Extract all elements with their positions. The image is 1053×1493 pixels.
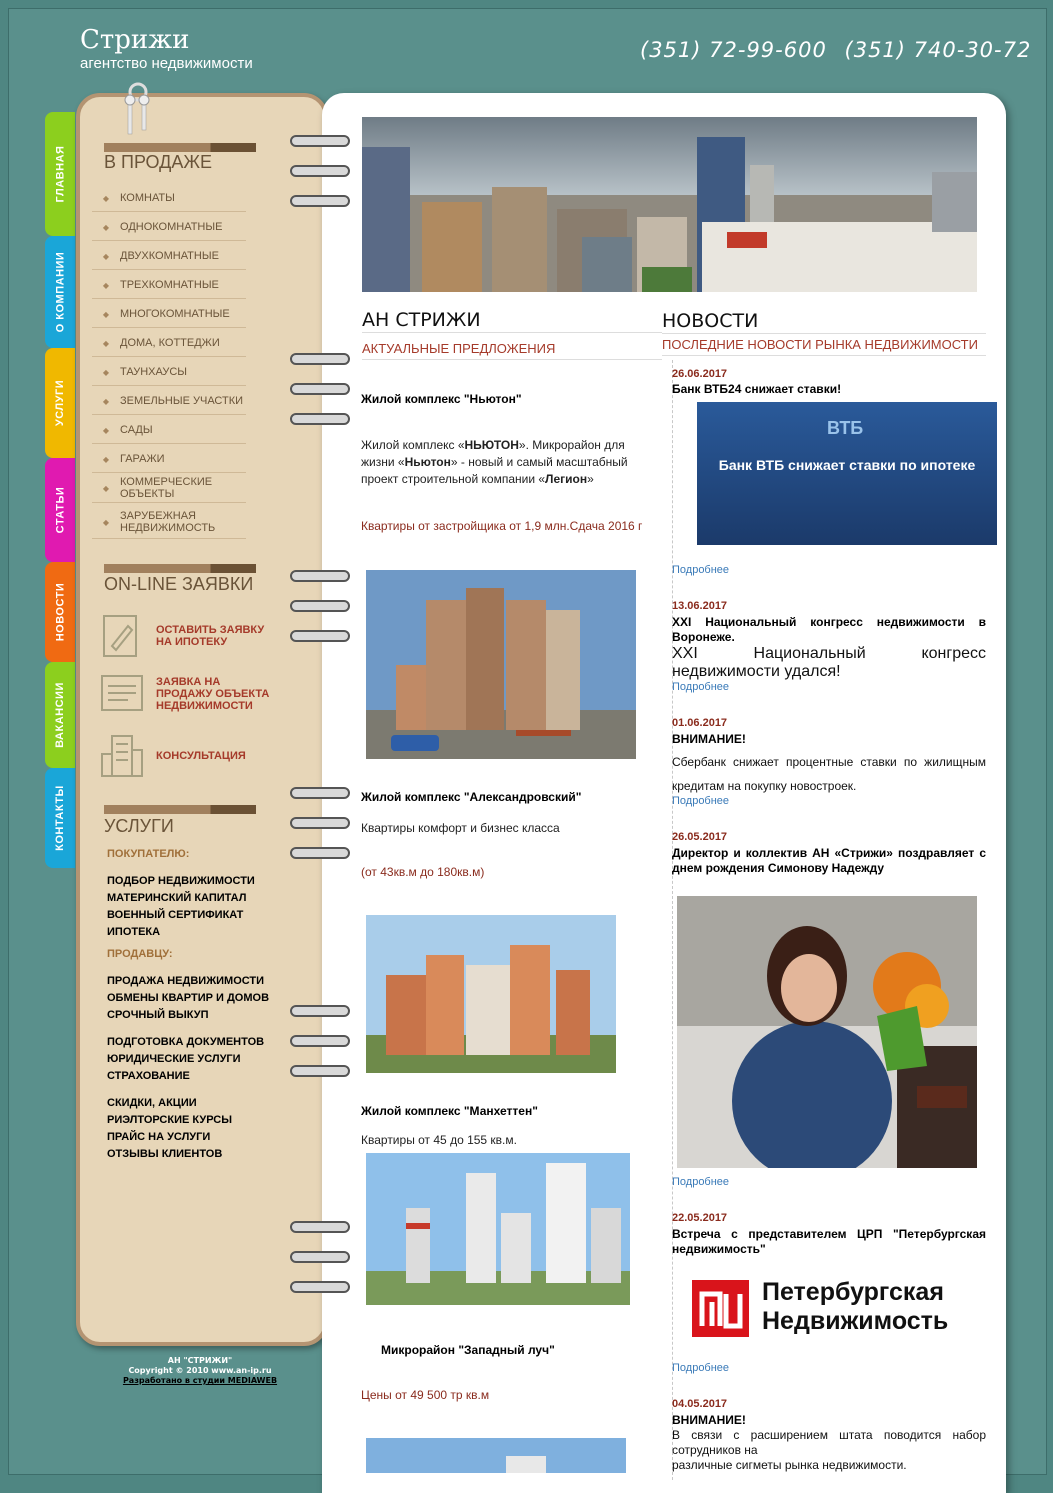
left-column-title: АН СТРИЖИ xyxy=(362,309,481,331)
menu-item-commercial[interactable] xyxy=(92,474,246,503)
bullet-icon: ◆ xyxy=(102,425,110,435)
service-link[interactable]: РИЭЛТОРСКИЕ КУРСЫ xyxy=(107,1114,232,1126)
text-line: различные сигметы рынка недвижимости. xyxy=(672,1458,907,1472)
menu-item-garages[interactable] xyxy=(92,446,246,473)
menu-item-3room[interactable] xyxy=(92,272,246,299)
spiral-ring-icon xyxy=(290,164,352,178)
news-date: 04.05.2017 xyxy=(672,1398,728,1410)
offer-price: (от 43кв.м до 180кв.м) xyxy=(361,865,485,879)
pen-paper-icon xyxy=(98,612,146,660)
order-label: ОСТАВИТЬ ЗАЯВКУ НА ИПОТЕКУ xyxy=(156,624,265,648)
spiral-ring-icon xyxy=(290,352,352,366)
logo-text xyxy=(762,1278,948,1336)
menu-item-townhouses[interactable] xyxy=(92,359,246,386)
spiral-ring-icon xyxy=(290,194,352,208)
tab-label: УСЛУГИ xyxy=(54,379,66,427)
service-link[interactable]: ОБМЕНЫ КВАРТИР И ДОМОВ xyxy=(107,992,270,1004)
order-sale-link[interactable] xyxy=(98,670,276,718)
news-title-link[interactable]: XXI Национальный конгресс недвижимости в Воронеже. xyxy=(672,615,986,644)
developer-link[interactable]: Разработано в студии MEDIAWEB xyxy=(122,1376,278,1385)
news-date: 26.05.2017 xyxy=(672,831,728,843)
keys-icon xyxy=(118,82,158,140)
news-title-link[interactable]: Директор и коллектив АН «Стрижи» поздравляет с днем рождения Симонову Надежду xyxy=(672,846,986,875)
bullet-icon: ◆ xyxy=(102,280,110,290)
tab-about[interactable] xyxy=(45,236,75,348)
vtb-news-image[interactable] xyxy=(697,402,997,545)
tab-label: ГЛАВНАЯ xyxy=(54,145,66,203)
services-title: УСЛУГИ xyxy=(104,816,174,836)
text-part: ». Микрорайон для жизни « xyxy=(361,438,625,469)
text-line: сотрудников на xyxy=(672,1443,758,1457)
service-link[interactable]: ЮРИДИЧЕСКИЕ УСЛУГИ xyxy=(107,1053,241,1065)
offer-description: Квартиры комфорт и бизнес класса xyxy=(361,821,560,835)
spiral-ring-icon xyxy=(290,1064,352,1078)
menu-label: САДЫ xyxy=(120,424,153,436)
service-link[interactable]: СКИДКИ, АКЦИИ xyxy=(107,1097,197,1109)
seller-label: ПРОДАВЦУ: xyxy=(107,948,173,960)
image-caption: Банк ВТБ снижает ставки по ипотеке xyxy=(718,457,976,473)
bullet-icon: ◆ xyxy=(102,309,110,319)
menu-label: ТРЕХКОМНАТНЫЕ xyxy=(120,279,219,291)
site-logo[interactable] xyxy=(80,26,253,72)
spiral-ring-icon xyxy=(290,1250,352,1264)
service-link[interactable]: ИПОТЕКА xyxy=(107,926,161,938)
offer-price: Квартиры от застройщика от 1,9 млн.Сдача 2016 г xyxy=(361,519,643,533)
service-link[interactable]: ОТЗЫВЫ КЛИЕНТОВ xyxy=(107,1148,223,1160)
spiral-ring-icon xyxy=(290,1280,352,1294)
news-date: 26.06.2017 xyxy=(672,368,728,380)
order-mortgage-link[interactable] xyxy=(98,612,276,660)
bullet-icon: ◆ xyxy=(102,454,110,464)
service-link[interactable]: ПРОДАЖА НЕДВИЖИМОСТИ xyxy=(107,975,265,987)
read-more-link[interactable]: Подробнее xyxy=(672,795,730,807)
news-text xyxy=(672,1428,986,1473)
building-icon xyxy=(98,732,146,780)
footer-line: АН "СТРИЖИ" xyxy=(167,1356,233,1365)
logo-name: Стрижи xyxy=(80,25,190,55)
logo-line: Недвижимость xyxy=(762,1307,949,1335)
menu-item-2room[interactable] xyxy=(92,243,246,270)
news-text: Сбербанк снижает процентные ставки по жилищным кредитам на покупку новостроек. xyxy=(672,755,986,793)
menu-item-houses[interactable] xyxy=(92,330,246,357)
tab-home[interactable] xyxy=(45,112,75,236)
offer-title-link[interactable]: Жилой комплекс "Ньютон" xyxy=(361,392,522,406)
footer-line: Copyright © 2010 www.an-ip.ru xyxy=(128,1366,272,1375)
spiral-ring-icon xyxy=(290,569,352,583)
logo-subtitle: агентство недвижимости xyxy=(80,55,253,72)
offer-image-manhattan[interactable] xyxy=(366,1153,630,1305)
sale-title: В ПРОДАЖЕ xyxy=(104,152,212,172)
phone-1: (351) 72-99-600 xyxy=(640,38,827,62)
header-phones xyxy=(640,38,1041,62)
document-icon xyxy=(98,670,146,718)
text-part: Ньютон xyxy=(404,455,451,469)
service-link[interactable]: ВОЕННЫЙ СЕРТИФИКАТ xyxy=(107,909,244,921)
vtb-logo: ВТБ xyxy=(827,418,864,438)
read-more-link[interactable]: Подробнее xyxy=(672,1176,730,1188)
tab-label: О КОМПАНИИ xyxy=(54,251,66,333)
section-bar xyxy=(104,805,256,814)
online-title: ON-LINE ЗАЯВКИ xyxy=(104,574,254,594)
offer-title-link[interactable]: Жилой комплекс "Манхеттен" xyxy=(361,1104,538,1118)
service-link[interactable]: ПОДГОТОВКА ДОКУМЕНТОВ xyxy=(107,1036,265,1048)
tab-label: КОНТАКТЫ xyxy=(54,785,67,851)
order-label: ЗАЯВКА НА ПРОДАЖУ ОБЪЕКТА НЕДВИЖИМОСТИ xyxy=(156,676,270,712)
tab-services[interactable] xyxy=(45,348,75,458)
service-link[interactable]: МАТЕРИНСКИЙ КАПИТАЛ xyxy=(107,892,247,904)
spiral-ring-icon xyxy=(290,846,352,860)
phone-2: (351) 740-30-72 xyxy=(844,38,1032,62)
tab-label: ВАКАНСИИ xyxy=(54,682,67,748)
divider xyxy=(362,359,662,360)
menu-label: ТАУНХАУСЫ xyxy=(120,366,187,378)
spiral-ring-icon xyxy=(290,382,352,396)
spiral-ring-icon xyxy=(290,134,352,148)
logo-line: Петербургская xyxy=(762,1278,944,1306)
news-date: 01.06.2017 xyxy=(672,717,728,729)
text-part: Жилой комплекс « xyxy=(361,438,465,452)
divider xyxy=(662,355,986,356)
spiral-ring-icon xyxy=(290,412,352,426)
site-footer xyxy=(120,1356,280,1386)
text-part: » - новый и самый масштабный проект строительной компании « xyxy=(361,455,628,486)
tab-label: СТАТЬИ xyxy=(54,486,66,534)
birthday-photo-image[interactable] xyxy=(677,896,977,1168)
news-subtitle: ПОСЛЕДНИЕ НОВОСТИ РЫНКА НЕДВИЖИМОСТИ xyxy=(662,337,978,352)
text-part: НЬЮТОН xyxy=(464,438,519,452)
menu-item-gardens[interactable] xyxy=(92,417,246,444)
menu-label: ЗАРУБЕЖНАЯ НЕДВИЖИМОСТЬ xyxy=(120,510,216,534)
column-divider xyxy=(672,360,673,1480)
menu-label: ГАРАЖИ xyxy=(120,453,165,465)
tab-contacts[interactable] xyxy=(45,768,75,868)
offer-price: Цены от 49 500 тр кв.м xyxy=(361,1388,490,1402)
offer-title-link[interactable]: Микрорайон "Западный луч" xyxy=(381,1343,555,1357)
offer-image-alexandrovsky[interactable] xyxy=(366,915,616,1073)
bullet-icon: ◆ xyxy=(102,483,110,493)
read-more-link[interactable]: Подробнее xyxy=(672,564,730,576)
menu-label: КОММЕРЧЕСКИЕ ОБЪЕКТЫ xyxy=(120,476,213,500)
text-part: » xyxy=(587,472,594,486)
menu-item-land[interactable] xyxy=(92,388,246,415)
service-link[interactable]: ПРАЙС НА УСЛУГИ xyxy=(107,1131,211,1143)
city-panorama-image xyxy=(362,117,977,292)
text-part: Легион xyxy=(545,472,588,486)
spiral-ring-icon xyxy=(290,1220,352,1234)
bullet-icon: ◆ xyxy=(102,193,110,203)
read-more-link[interactable]: Подробнее xyxy=(672,681,730,693)
left-column-subtitle: АКТУАЛЬНЫЕ ПРЕДЛОЖЕНИЯ xyxy=(362,341,556,356)
section-bar xyxy=(104,143,256,152)
bullet-icon: ◆ xyxy=(102,251,110,261)
offer-title-link[interactable]: Жилой комплекс "Александровский" xyxy=(361,790,582,804)
consultation-link[interactable] xyxy=(98,732,246,780)
tab-vacancies[interactable] xyxy=(45,662,75,768)
menu-item-multiroom[interactable] xyxy=(92,301,246,328)
section-bar xyxy=(104,564,256,573)
news-date: 22.05.2017 xyxy=(672,1212,728,1224)
menu-label: КОМНАТЫ xyxy=(120,192,175,204)
spiral-ring-icon xyxy=(290,1034,352,1048)
news-title-link[interactable]: Банк ВТБ24 снижает ставки! xyxy=(672,382,842,396)
buyer-label: ПОКУПАТЕЛЮ: xyxy=(107,848,190,860)
menu-label: ДВУХКОМНАТНЫЕ xyxy=(120,250,219,262)
tab-articles[interactable] xyxy=(45,458,75,562)
offer-image-zapadny-luch[interactable] xyxy=(366,1438,626,1473)
news-title-link[interactable]: ВНИМАНИЕ! xyxy=(672,732,746,746)
text-line: В связи с расширением штата поводится набор xyxy=(672,1428,986,1442)
peterburg-logo-mark xyxy=(692,1280,749,1337)
news-title-link[interactable]: ВНИМАНИЕ! xyxy=(672,1413,746,1427)
news-title-link[interactable]: Встреча с представителем ЦРП "Петербургская недвижимость" xyxy=(672,1227,986,1256)
news-date: 13.06.2017 xyxy=(672,600,728,612)
divider xyxy=(362,332,662,333)
spiral-ring-icon xyxy=(290,816,352,830)
news-text: XXI Национальный конгресс недвижимости удался! xyxy=(672,645,986,680)
spiral-ring-icon xyxy=(290,599,352,613)
tab-news[interactable] xyxy=(45,562,75,662)
menu-label: ОДНОКОМНАТНЫЕ xyxy=(120,221,223,233)
menu-item-1room[interactable] xyxy=(92,214,246,241)
spiral-ring-icon xyxy=(290,786,352,800)
offer-description xyxy=(361,437,661,488)
spiral-ring-icon xyxy=(290,629,352,643)
menu-item-rooms[interactable] xyxy=(92,185,246,212)
offer-description: Квартиры от 45 до 155 кв.м. xyxy=(361,1133,517,1147)
tab-label: НОВОСТИ xyxy=(54,582,66,642)
logo-mark-icon xyxy=(692,1280,749,1337)
service-link[interactable]: ПОДБОР НЕДВИЖИМОСТИ xyxy=(107,875,255,887)
bullet-icon: ◆ xyxy=(102,396,110,406)
read-more-link[interactable]: Подробнее xyxy=(672,1362,730,1374)
menu-label: ЗЕМЕЛЬНЫЕ УЧАСТКИ xyxy=(120,395,244,407)
offer-image-newton[interactable] xyxy=(366,570,636,759)
service-link[interactable]: СРОЧНЫЙ ВЫКУП xyxy=(107,1009,209,1021)
service-link[interactable]: СТРАХОВАНИЕ xyxy=(107,1070,190,1082)
menu-label: ДОМА, КОТТЕДЖИ xyxy=(120,337,220,349)
bullet-icon: ◆ xyxy=(102,222,110,232)
peterburg-logo-image[interactable] xyxy=(690,1270,990,1345)
spiral-ring-icon xyxy=(290,1004,352,1018)
divider xyxy=(662,333,986,334)
bullet-icon: ◆ xyxy=(102,338,110,348)
bullet-icon: ◆ xyxy=(102,517,110,527)
menu-label: МНОГОКОМНАТНЫЕ xyxy=(120,308,230,320)
news-title: НОВОСТИ xyxy=(662,310,759,332)
menu-item-foreign[interactable] xyxy=(92,506,246,539)
bullet-icon: ◆ xyxy=(102,367,110,377)
order-label: КОНСУЛЬТАЦИЯ xyxy=(156,750,246,762)
